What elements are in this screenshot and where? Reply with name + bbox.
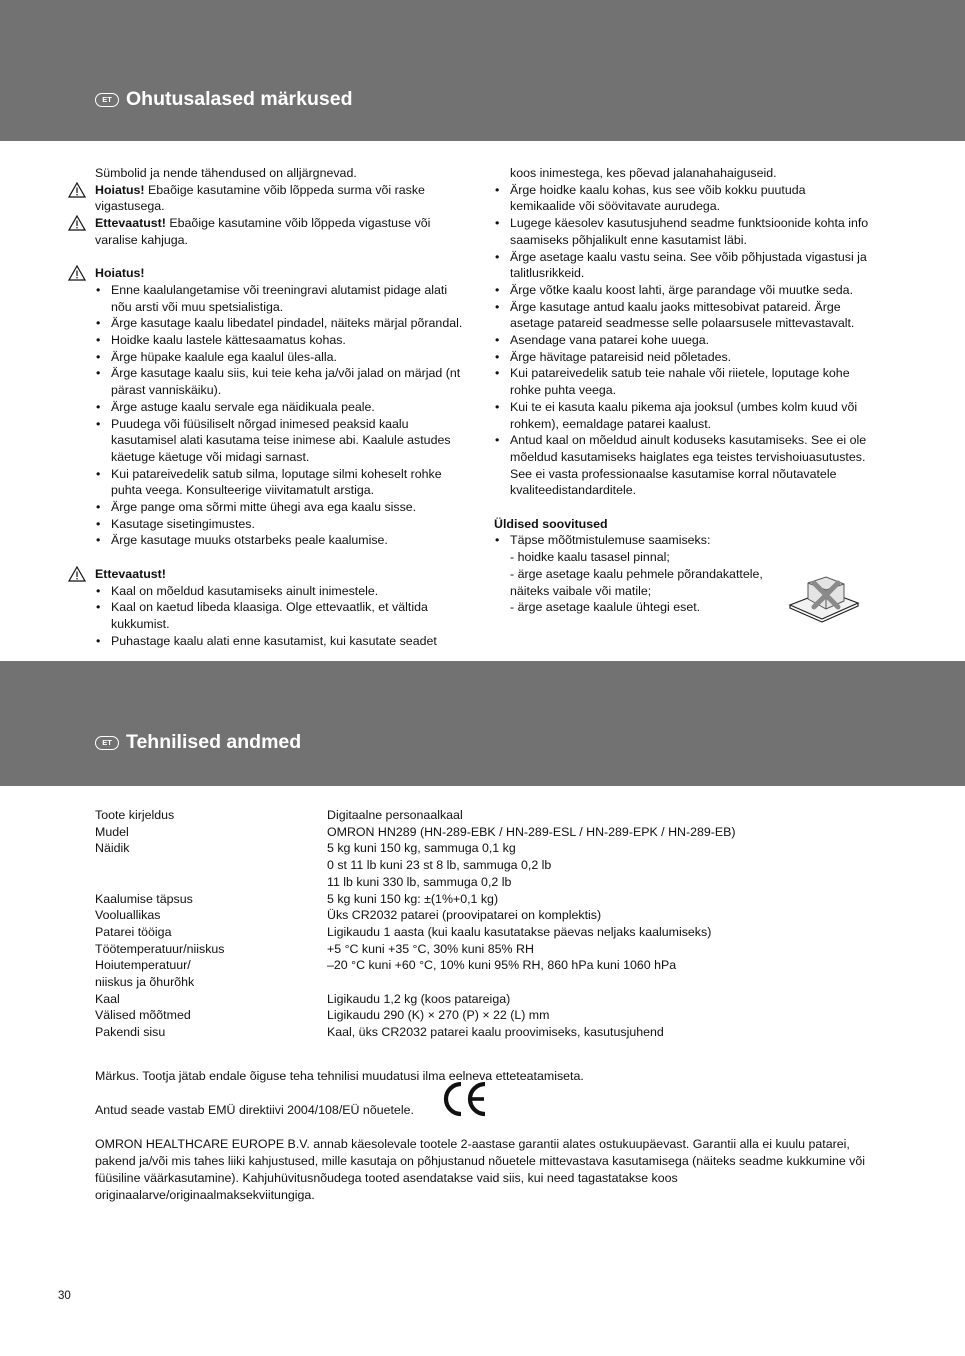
table-row (95, 824, 827, 841)
spec-value: Ligikaudu 1,2 kg (koos patareiga) (327, 991, 511, 1006)
list-item: • Ärge hoidke kaalu kohas, kus see võib kokku puutuda kemikaalide või söövitavate aurudega. (494, 182, 869, 215)
warning-list (95, 282, 470, 549)
general-recommendations-heading: Üldised soovitused (494, 516, 608, 531)
list-item: • Lugege käesolev kasutusjuhend seadme funktsioonide kohta info saamiseks põhjalikult enne kasutamist läbi. (494, 215, 869, 248)
directive-statement: Antud seade vastab EMÜ direktiivi 2004/108/EÜ nõuetele. (95, 1103, 414, 1118)
language-badge: ET (95, 736, 119, 750)
spec-value: OMRON HN289 (HN-289-EBK / HN-289-ESL / HN-289-EPK / HN-289-EB) (327, 824, 736, 839)
caution-heading (95, 566, 470, 583)
warning-heading (95, 265, 470, 282)
symbol-caution-label: Ettevaatust! (95, 216, 166, 231)
sublist-item: - ärge asetage kaalu pehmele põrandakattele, näiteks vaibale või matile; (510, 566, 763, 598)
spec-label: Toote kirjeldus (95, 808, 175, 822)
list-item: • Kui patareivedelik satub silma, loputage silmi koheselt rohke puhta veega. Konsulteerige viivitamatult arstiga. (95, 466, 470, 499)
spec-value: Üks CR2032 patarei (proovipatarei on komplektis) (327, 908, 602, 923)
table-row (95, 907, 827, 924)
sublist-item: - hoidke kaalu tasasel pinnal; (510, 550, 670, 565)
spec-label: Patarei tööiga (95, 924, 172, 939)
table-row (95, 991, 827, 1008)
table-row (95, 807, 827, 824)
symbols-intro: Sümbolid ja nende tähendused on alljärgnevad. (95, 166, 357, 180)
warning-triangle-icon (68, 265, 86, 281)
spec-value: 5 kg kuni 150 kg: ±(1%+0,1 kg) (327, 891, 499, 906)
spec-value: +5 °C kuni +35 °C, 30% kuni 85% RH (327, 941, 534, 956)
list-item: • Ärge astuge kaalu servale ega näidikuala peale. (95, 399, 470, 416)
section-title-safety (95, 88, 353, 111)
section-header-band (0, 0, 965, 141)
spec-value: –20 °C kuni +60 °C, 10% kuni 95% RH, 860 hPa kuni 1060 hPa (327, 958, 677, 973)
symbol-caution-definition (95, 215, 470, 248)
language-badge: ET (95, 93, 119, 107)
section-title-text: Tehnilised andmed (126, 731, 302, 753)
list-item: • Puudega või füüsiliselt nõrgad inimesed peaksid kaalu kasutamisel alati kasutama teise inimese abi. Kaalule astudes käetuge käetuge või midagi sarnast. (95, 416, 470, 466)
caution-list (95, 583, 470, 650)
table-row (95, 941, 827, 958)
list-item: • Ärge asetage kaalu vastu seina. See võib põhjustada vigastusi ja talitlusrikkeid. (494, 249, 869, 282)
list-item: • Ärge kasutage muuks otstarbeks peale kaalumise. (95, 532, 470, 549)
list-item: • Asendage vana patarei kohe uuega. (494, 332, 869, 349)
list-item: • Puhastage kaalu alati enne kasutamist, kui kasutate seadet (95, 633, 470, 650)
spec-label: Töötemperatuur/niiskus (95, 941, 225, 956)
spec-value: Digitaalne personaalkaal (327, 808, 463, 822)
list-item: • Ärge kasutage antud kaalu jaoks mittesobivat patareid. Ärge asetage patareid seadmesse selle polaarsusele mittevastavalt. (494, 299, 869, 332)
spec-value: Ligikaudu 290 (K) × 270 (P) × 22 (L) mm (327, 1008, 550, 1023)
safety-left-column (95, 165, 470, 649)
list-item: • Kaal on mõeldud kasutamiseks ainult inimestele. (95, 583, 470, 600)
list-item: • Ärge kasutage kaalu libedatel pindadel, näiteks märjal põrandal. (95, 315, 470, 332)
list-item: • Antud kaal on mõeldud ainult koduseks kasutamiseks. See ei ole mõeldud kasutamiseks haiglates ega teistes tervishoiuasutustes. See ei vasta professionaalse kasutamise korral nõutavatele kvaliteedistandarditele. (494, 432, 869, 499)
list-item: • Ärge võtke kaalu koost lahti, ärge parandage või muutke seda. (494, 282, 869, 299)
section-header-band (0, 661, 965, 786)
list-item: • Kasutage sisetingimustes. (95, 516, 470, 533)
list-item: • Ärge hüpake kaalule ega kaalul üles-alla. (95, 349, 470, 366)
table-row (95, 957, 827, 990)
caution-list-continued (494, 182, 869, 499)
warning-triangle-icon (68, 182, 86, 198)
spec-label: Mudel (95, 824, 129, 839)
spec-label: Kaal (95, 991, 120, 1006)
caution-heading-text: Ettevaatust! (95, 566, 166, 581)
list-item: • Täpse mõõtmistulemuse saamiseks: (494, 532, 869, 549)
spec-table (95, 807, 827, 1041)
spec-label: Kaalumise täpsus (95, 891, 193, 906)
table-row (95, 1007, 827, 1024)
caution-item-continued: koos inimestega, kes põevad jalanahahaiguseid. (510, 166, 777, 180)
spec-value: Ligikaudu 1 aasta (kui kaalu kasutatakse päevas neljaks kaalumiseks) (327, 924, 712, 939)
list-item: • Ärge hävitage patareisid neid põletades. (494, 349, 869, 366)
table-row (95, 891, 827, 908)
table-row (95, 840, 827, 890)
symbol-caution-text: Ebaõige kasutamine võib lõppeda vigastuse või varalise kahjuga. (95, 216, 431, 247)
spec-label: Vooluallikas (95, 908, 161, 923)
spec-value: 5 kg kuni 150 kg, sammuga 0,1 kg 0 st 11 lb kuni 23 st 8 lb, sammuga 0,2 lb 11 lb kuni 330 lb, sammuga 0,2 lb (327, 841, 552, 889)
list-item: • Hoidke kaalu lastele kättesaamatus kohas. (95, 332, 470, 349)
spec-label: Näidik (95, 841, 130, 856)
symbol-warning-definition (95, 182, 470, 215)
scale-no-object-icon (786, 575, 861, 623)
warning-triangle-icon (68, 215, 86, 231)
sublist-item: - ärge asetage kaalule ühtegi eset. (510, 600, 701, 615)
list-item: • Kui patareivedelik satub teie nahale või riietele, loputage kohe rohke puhta veega. (494, 365, 869, 398)
list-item: • Ärge kasutage kaalu siis, kui teie keha ja/või jalad on märjad (nt pärast vanniskäiku). (95, 365, 470, 398)
general-list (494, 532, 869, 549)
list-item: • Kui te ei kasuta kaalu pikema aja jooksul (umbes kolm kuud või rohkem), eemaldage patarei kaalust. (494, 399, 869, 432)
list-item: • Enne kaalulangetamise või treeningravi alutamist pidage alati nõu arsti või muu spetsialistiga. (95, 282, 470, 315)
spec-label: Pakendi sisu (95, 1025, 166, 1040)
section-title-technical (95, 731, 301, 754)
table-row (95, 1024, 827, 1041)
list-item: • Kaal on kaetud libeda klaasiga. Olge ettevaatlik, et vältida kukkumist. (95, 599, 470, 632)
table-row (95, 924, 827, 941)
symbol-warning-label: Hoiatus! (95, 182, 145, 197)
symbol-warning-text: Ebaõige kasutamine võib lõppeda surma või raske vigastusega. (95, 182, 425, 214)
warning-heading-text: Hoiatus! (95, 266, 145, 281)
spec-value: Kaal, üks CR2032 patarei kaalu proovimiseks, kasutusjuhend (327, 1025, 664, 1040)
spec-label: Välised mõõtmed (95, 1008, 191, 1023)
list-item: • Ärge pange oma sõrmi mitte ühegi ava ega kaalu sisse. (95, 499, 470, 516)
warranty-text: OMRON HEALTHCARE EUROPE B.V. annab käesolevale tootele 2-aastase garantii alates ostukuupäevast. Garantii alla ei kuulu patarei, pakend ja/või mis tahes liiki kahjustused, mille kasutaja on põhjustanud nõuetele mittevastava kasutamisega (näiteks seadme kukkumine või füüsiline väärkasutamine). Kahjuhüvitusnõudega tooted asendatakse vaid siis, kui need tagastatakse koos originaalarve/originaalmaksekviitungiga. (95, 1137, 866, 1202)
ce-mark-icon (440, 1080, 490, 1118)
page-number: 30 (58, 1290, 71, 1302)
safety-right-column (494, 165, 869, 616)
warning-triangle-icon (68, 566, 86, 582)
spec-label: Hoiutemperatuur/ niiskus ja õhurõhk (95, 958, 195, 990)
section-title-text: Ohutusalased märkused (126, 88, 353, 110)
technical-note: Märkus. Tootja jätab endale õiguse teha tehnilisi muudatusi ilma eelneva etteteatamiseta. (95, 1069, 584, 1084)
